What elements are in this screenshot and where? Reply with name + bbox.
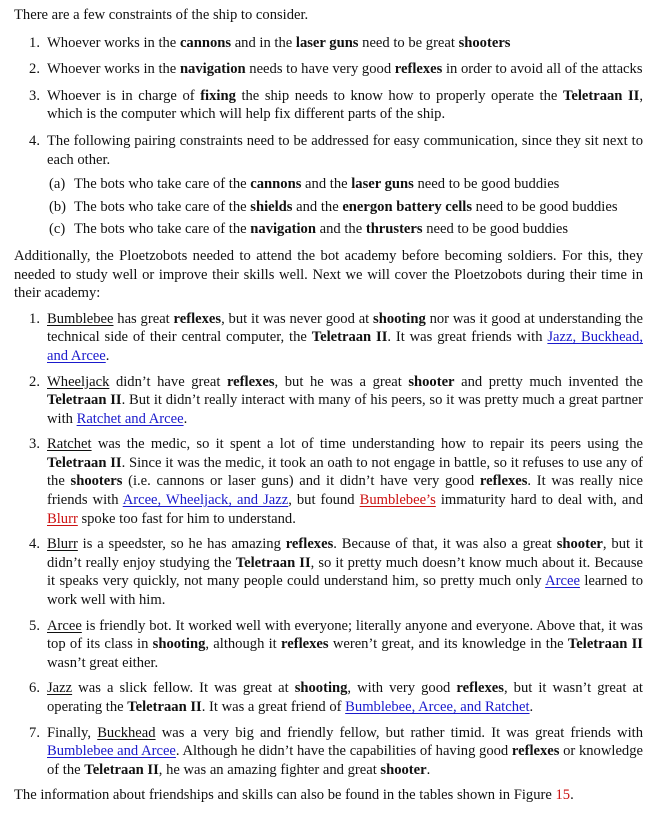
dislike-link[interactable]: Blurr [47, 510, 78, 527]
bot-name: Arcee [47, 617, 82, 634]
bot-name: Jazz [47, 680, 73, 697]
friends-link[interactable]: Arcee, Wheeljack, and Jazz [122, 492, 289, 509]
list-number: 3. [29, 87, 40, 104]
dislike-link[interactable]: Bumblebee’s [359, 492, 436, 509]
bot-item-wheeljack: 2. Wheeljack didn’t have great reflexes, but he was a great shooter and pretty much invented the Teletraan II. But it didn’t really interact with many of his peers, so it was pretty much a great partner with Ratchet and Arcee. [14, 373, 643, 429]
bot-item-bumblebee: 1. Bumblebee has great reflexes, but it was never good at shooting nor was it good at understanding the technical side of their central computer, the Teletraan II. It was great friends with Jazz, Buckhead, and Arcee. [14, 310, 643, 366]
sublist-item: (b) The bots who take care of the shields and the energon battery cells need to be good buddies [49, 198, 618, 215]
bot-name: Ratchet [47, 436, 92, 453]
list-number: 3. [29, 436, 40, 453]
bot-item-ratchet: 3. Ratchet was the medic, so it spent a lot of time understanding how to repair its peers using the Teletraan II. Since it was the medic, it took an oath to not engage in battle, so it refuses to use any of the shooters (i.e. cannons or laser guns) and it didn’t have very good reflexes. It was really nice friends with Arcee, Wheeljack, and Jazz, but found Bumblebee’s immaturity hard to deal with, and Blurr spoke too fast for him to understand. [14, 435, 643, 528]
constraint-item: 1. Whoever works in the cannons and in the laser guns need to be great shooters [14, 34, 643, 53]
friends-link[interactable]: Ratchet and Arcee [76, 410, 184, 427]
list-number: 6. [29, 680, 40, 697]
sublist-letter: (b) [49, 198, 67, 215]
sublist-item: (c) The bots who take care of the navigation and the thrusters need to be good buddies [49, 221, 569, 238]
bot-name: Bumblebee [47, 310, 114, 327]
intro-text: There are a few constraints of the ship to consider. [14, 7, 309, 23]
list-number: 1. [29, 34, 40, 51]
bot-name: Wheeljack [47, 373, 110, 390]
bots-list [14, 310, 643, 780]
sublist-letter: (a) [49, 176, 66, 193]
academy-paragraph: Additionally, the Ploetzobots needed to attend the bot academy before becoming soldiers. For this, they needed to study well or improve their skills well. Next we will cover the Ploetzobots during their time in their academy: [14, 247, 643, 302]
constraint-item: 2. Whoever works in the navigation needs to have very good reflexes in order to avoid all of the attacks [14, 60, 643, 79]
friends-link[interactable]: Bumblebee, Arcee, and Ratchet [345, 699, 530, 715]
final-paragraph: The information about friendships and skills can also be found in the tables shown in Figure 15. [14, 787, 574, 804]
friends-link[interactable]: Arcee [545, 573, 580, 590]
constraint-item: 4. The following pairing constraints need to be addressed for easy communication, since they sit next to each other. (a) The bots who take care of the cannons and the laser guns need to be good buddies (b) The bots who take care of the shields and the energon battery cells need to be good buddies (c) The bots who take care of the navigation and the thrusters need to be good buddies [14, 132, 643, 239]
bot-item-arcee: 5. Arcee is friendly bot. It worked well with everyone; literally anyone and everyone. Above that, it was top of its class in shooting, although it reflexes weren’t great, and its knowledge in the Teletraan II wasn’t great either. [14, 617, 643, 673]
bot-item-buckhead: 7. Finally, Buckhead was a very big and friendly fellow, but rather timid. It was great friends with Bumblebee and Arcee. Although he didn’t have the capabilities of having good reflexes or knowledge of the Teletraan II, he was an amazing fighter and great shooter. [14, 724, 643, 780]
bot-item-blurr: 4. Blurr is a speedster, so he has amazing reflexes. Because of that, it was also a great shooter, but it didn’t really enjoy studying the Teletraan II, so it pretty much doesn’t know much about it. Because it speaks very quickly, not many people could understand him, so pretty much only Arcee learned to work well with him. [14, 535, 643, 609]
list-number: 7. [29, 724, 40, 741]
list-number: 1. [29, 310, 40, 327]
list-number: 2. [29, 61, 40, 78]
constraint-item: 3. Whoever is in charge of fixing the ship needs to know how to properly operate the Teletraan II, which is the computer which will help fix different parts of the ship. [14, 87, 643, 124]
list-number: 4. [29, 132, 40, 149]
constraints-list [14, 34, 643, 239]
friends-link[interactable]: Bumblebee and Arcee [47, 743, 176, 760]
list-number: 5. [29, 617, 40, 634]
sublist-item: (a) The bots who take care of the cannons and the laser guns need to be good buddies [49, 176, 560, 193]
list-number: 2. [29, 373, 40, 390]
sublist-letter: (c) [49, 221, 66, 238]
list-number: 4. [29, 536, 40, 553]
friends-link[interactable]: Jazz, Buckhead, and Arcee [47, 329, 643, 364]
bot-name: Blurr [47, 536, 78, 553]
figure-reference-link[interactable]: 15 [555, 787, 571, 804]
pairing-sublist [47, 175, 643, 239]
bot-name: Buckhead [97, 724, 156, 741]
bot-item-jazz: 6. Jazz was a slick fellow. It was great at shooting, with very good reflexes, but it wasn’t great at operating the Teletraan II. It was a great friend of Bumblebee, Arcee, and Ratchet. [14, 679, 643, 716]
